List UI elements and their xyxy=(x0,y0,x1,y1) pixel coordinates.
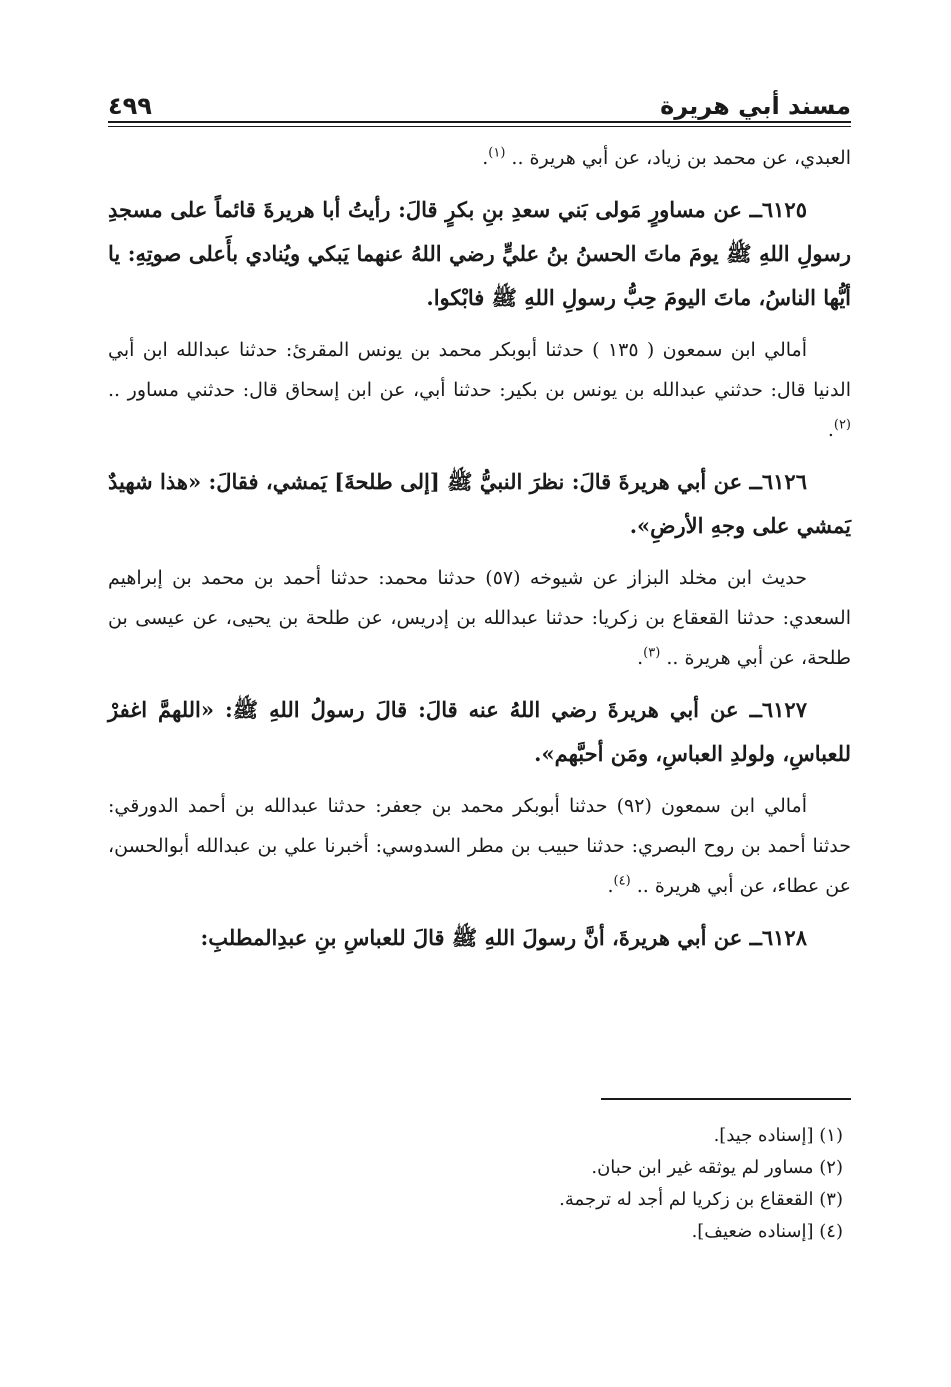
hadith-6126: ٦١٢٦ــ عن أبي هريرةَ قالَ: نظرَ النبيُّ ﷺ [إلى طلحةَ] يَمشي، فقالَ: «هذا شهيدٌ يَمشي على وجهِ الأرضِ». xyxy=(108,469,851,538)
footnote-4: (٤) [إسناده ضعيف]. xyxy=(691,1221,843,1242)
source-paragraph: حديث ابن مخلد البزاز عن شيوخه (٥٧) حدثنا محمد: حدثنا أحمد بن محمد بن إبراهيم السعدي: حدثنا القعقاع بن زكريا: حدثنا عبدالله بن إدريس، عن طلحة بن يحيى، عن عيسى بن طلحة، عن أبي هريرة .. $^{(٣)}$. xyxy=(108,567,851,669)
footnote-2: (٢) مساور لم يوثقه غير ابن حبان. xyxy=(591,1157,843,1178)
footnote-1: (١) [إسناده جيد]. xyxy=(713,1125,843,1146)
footnote-ref: (١) xyxy=(488,145,506,161)
running-title: مسند أبي هريرة xyxy=(660,92,851,120)
footnote-ref: (٤) xyxy=(613,873,631,889)
source-paragraph: أمالي ابن سمعون ( ١٣٥ ) حدثنا أبوبكر محمد بن يونس المقرئ: حدثنا عبدالله ابن أبي الدنيا قال: حدثني عبدالله بن يونس بن بكير: حدثنا أبي، عن ابن إسحاق قال: حدثني مساور .. $^{(٢)}$. xyxy=(108,339,851,441)
continuation-paragraph: العبدي، عن محمد بن زياد، عن أبي هريرة .. $^{(١)}$. xyxy=(482,145,851,169)
footnotes xyxy=(108,1120,843,1248)
hadith-6128: ٦١٢٨ــ عن أبي هريرةَ، أنَّ رسولَ اللهِ ﷺ قالَ للعباسِ بنِ عبدِالمطلبِ: xyxy=(200,925,807,950)
source-paragraph: أمالي ابن سمعون (٩٢) حدثنا أبوبكر محمد بن جعفر: حدثنا عبدالله بن أحمد الدورقي: حدثنا أحمد بن روح البصري: حدثنا حبيب بن مطر السدوسي: أخبرنا علي بن عبدالله أبوالحسن، عن عطاء، عن أبي هريرة .. $^{(٤)}$. xyxy=(108,795,851,897)
page-header xyxy=(108,84,851,120)
footnote-ref: (٢) xyxy=(833,417,851,433)
header-rule xyxy=(108,121,851,123)
page-number: ٤٩٩ xyxy=(108,92,152,120)
footnote-3: (٣) القعقاع بن زكريا لم أجد له ترجمة. xyxy=(559,1189,843,1210)
header-rule-thin xyxy=(108,126,851,127)
footnotes-rule xyxy=(601,1098,851,1100)
hadith-6127: ٦١٢٧ــ عن أبي هريرةَ رضي اللهُ عنه قالَ: قالَ رسولُ اللهِ ﷺ: «اللهمَّ اغفرْ للعباسِ، ولولدِ العباسِ، ومَن أحبَّهم». xyxy=(108,697,851,766)
footnote-ref: (٣) xyxy=(643,645,661,661)
page-body xyxy=(108,138,851,970)
hadith-6125: ٦١٢٥ــ عن مساورٍ مَولى بَني سعدِ بنِ بكرٍ قالَ: رأيتُ أبا هريرةَ قائماً على مسجدِ رسولِ اللهِ ﷺ يومَ ماتَ الحسنُ بنُ عليٍّ رضي اللهُ عنهما يَبكي ويُنادي بأَعلى صوتِهِ: يا أيُّها الناسُ، ماتَ اليومَ حِبُّ رسولِ اللهِ ﷺ فابْكوا. xyxy=(108,197,851,310)
